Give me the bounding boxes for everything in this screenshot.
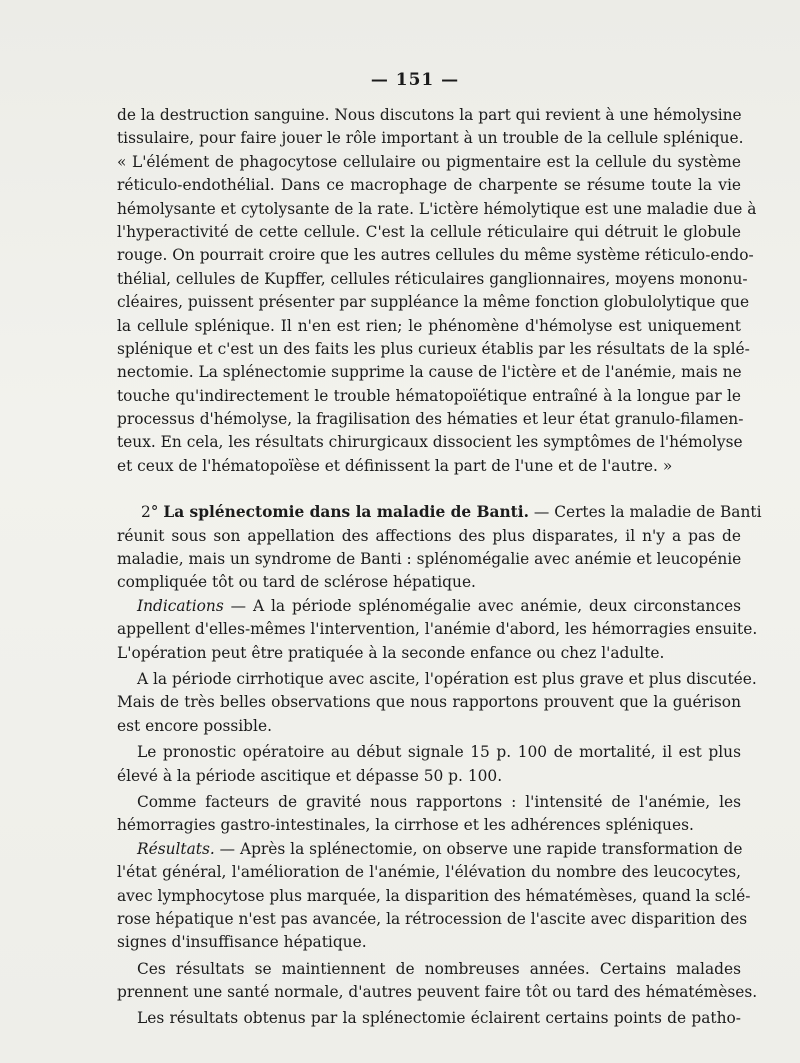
- text-line: avec lymphocytose plus marquée, la disparition des hématémèses, quand la sclé-: [117, 886, 751, 905]
- text-line: Les résultats obtenus par la splénectomie éclairent certains points de patho-: [137, 1009, 741, 1028]
- section-number: 2°: [141, 503, 159, 522]
- text-line: hémolysante et cytolysante de la rate. L'ictère hémolytique est une maladie due à: [117, 199, 757, 218]
- text-line: et ceux de l'hématopoïèse et définissent la part de l'une et de l'autre. »: [117, 456, 673, 475]
- results-first-line: [117, 838, 741, 861]
- cirrhotic-paragraph: [117, 668, 757, 738]
- text-line: rose hépatique n'est pas avancée, la rétrocession de l'ascite avec disparition des: [117, 909, 748, 928]
- text-line: Ces résultats se maintiennent de nombreuses années. Certains malades: [137, 959, 741, 978]
- text-line: A la période cirrhotique avec ascite, l'opération est plus grave et plus discutée.: [137, 669, 757, 688]
- text-line: l'hyperactivité de cette cellule. C'est la cellule réticulaire qui détruit le globule: [117, 222, 741, 241]
- body-text: [117, 104, 762, 1031]
- indications-first-line-rest: — A la période splénomégalie avec anémie, deux circonstances: [230, 596, 741, 615]
- text-line: l'état général, l'amélioration de l'anémie, l'élévation du nombre des leucocytes,: [117, 863, 741, 882]
- text-line: prennent une santé normale, d'autres peuvent faire tôt ou tard des hématémèses.: [117, 983, 758, 1002]
- section-title: La splénectomie dans la maladie de Banti.: [163, 503, 529, 522]
- text-line: est encore possible.: [117, 716, 272, 735]
- text-line: maladie, mais un syndrome de Banti : splénomégalie avec anémie et leucopénie: [117, 550, 742, 569]
- text-line: teux. En cela, les résultats chirurgicaux dissocient les symptômes de l'hémolyse: [117, 433, 743, 452]
- text-line: tissulaire, pour faire jouer le rôle important à un trouble de la cellule splénique.: [117, 129, 744, 148]
- prognosis-paragraph: [117, 741, 741, 788]
- quote-paragraph: [117, 104, 757, 478]
- text-line: touche qu'indirectement le trouble hématopoïétique entraîné à la longue par le: [117, 386, 741, 405]
- text-line: compliquée tôt ou tard de sclérose hépatique.: [117, 573, 476, 592]
- text-line: la cellule splénique. Il n'en est rien; le phénomène d'hémolyse est uniquement: [117, 316, 741, 335]
- indications-paragraph: [117, 595, 758, 665]
- text-line: Mais de très belles observations que nous rapportons prouvent que la guérison: [117, 693, 741, 712]
- text-line: rouge. On pourrait croire que les autres cellules du même système réticulo-endo-: [117, 246, 754, 265]
- maintained-paragraph: [117, 958, 758, 1005]
- indications-first-line: [117, 595, 741, 618]
- text-line: hémorragies gastro-intestinales, la cirrhose et les adhérences spléniques.: [117, 816, 694, 835]
- text-line: nectomie. La splénectomie supprime la cause de l'ictère et de l'anémie, mais ne: [117, 363, 742, 382]
- text-line: Le pronostic opératoire au début signale 15 p. 100 de mortalité, il est plus: [137, 743, 741, 762]
- results-label: Résultats.: [137, 839, 215, 858]
- text-line: réticulo-endothélial. Dans ce macrophage de charpente se résume toute la vie: [117, 176, 741, 195]
- text-line: signes d'insuffisance hépatique.: [117, 933, 367, 952]
- text-line: processus d'hémolyse, la fragilisation des hématies et leur état granulo-filamen-: [117, 410, 744, 429]
- text-line: thélial, cellules de Kupffer, cellules réticulaires ganglionnaires, moyens mononu-: [117, 269, 748, 288]
- paragraph-gap: [117, 478, 741, 501]
- text-line: élevé à la période ascitique et dépasse 50 p. 100.: [117, 766, 503, 785]
- results-first-line-rest: — Après la splénectomie, on observe une rapide transformation de: [219, 839, 743, 858]
- text-line: « L'élément de phagocytose cellulaire ou pigmentaire est la cellule du système: [117, 152, 741, 171]
- gravity-paragraph: [117, 791, 741, 838]
- indications-label: Indications: [137, 596, 224, 615]
- text-line: appellent d'elles-mêmes l'intervention, l'anémie d'abord, les hémorragies ensuite.: [117, 620, 758, 639]
- closing-paragraph: [117, 1007, 741, 1030]
- text-line: Comme facteurs de gravité nous rapportons : l'intensité de l'anémie, les: [137, 792, 741, 811]
- text-line: cléaires, puissent présenter par suppléance la même fonction globulolytique que: [117, 293, 750, 312]
- text-line: de la destruction sanguine. Nous discutons la part qui revient à une hémolysine: [117, 106, 742, 124]
- text-line: L'opération peut être pratiquée à la seconde enfance ou chez l'adulte.: [117, 643, 665, 662]
- section-first-line-rest: — Certes la maladie de Banti: [533, 503, 762, 522]
- results-paragraph: [117, 838, 751, 955]
- section-heading-line: [117, 501, 762, 524]
- text-line: réunit sous son appellation des affections des plus disparates, il n'y a pas de: [117, 526, 741, 545]
- page-number: — 151 —: [370, 70, 460, 90]
- text-line: splénique et c'est un des faits les plus curieux établis par les résultats de la splé-: [117, 339, 750, 358]
- section-banti: [117, 501, 762, 595]
